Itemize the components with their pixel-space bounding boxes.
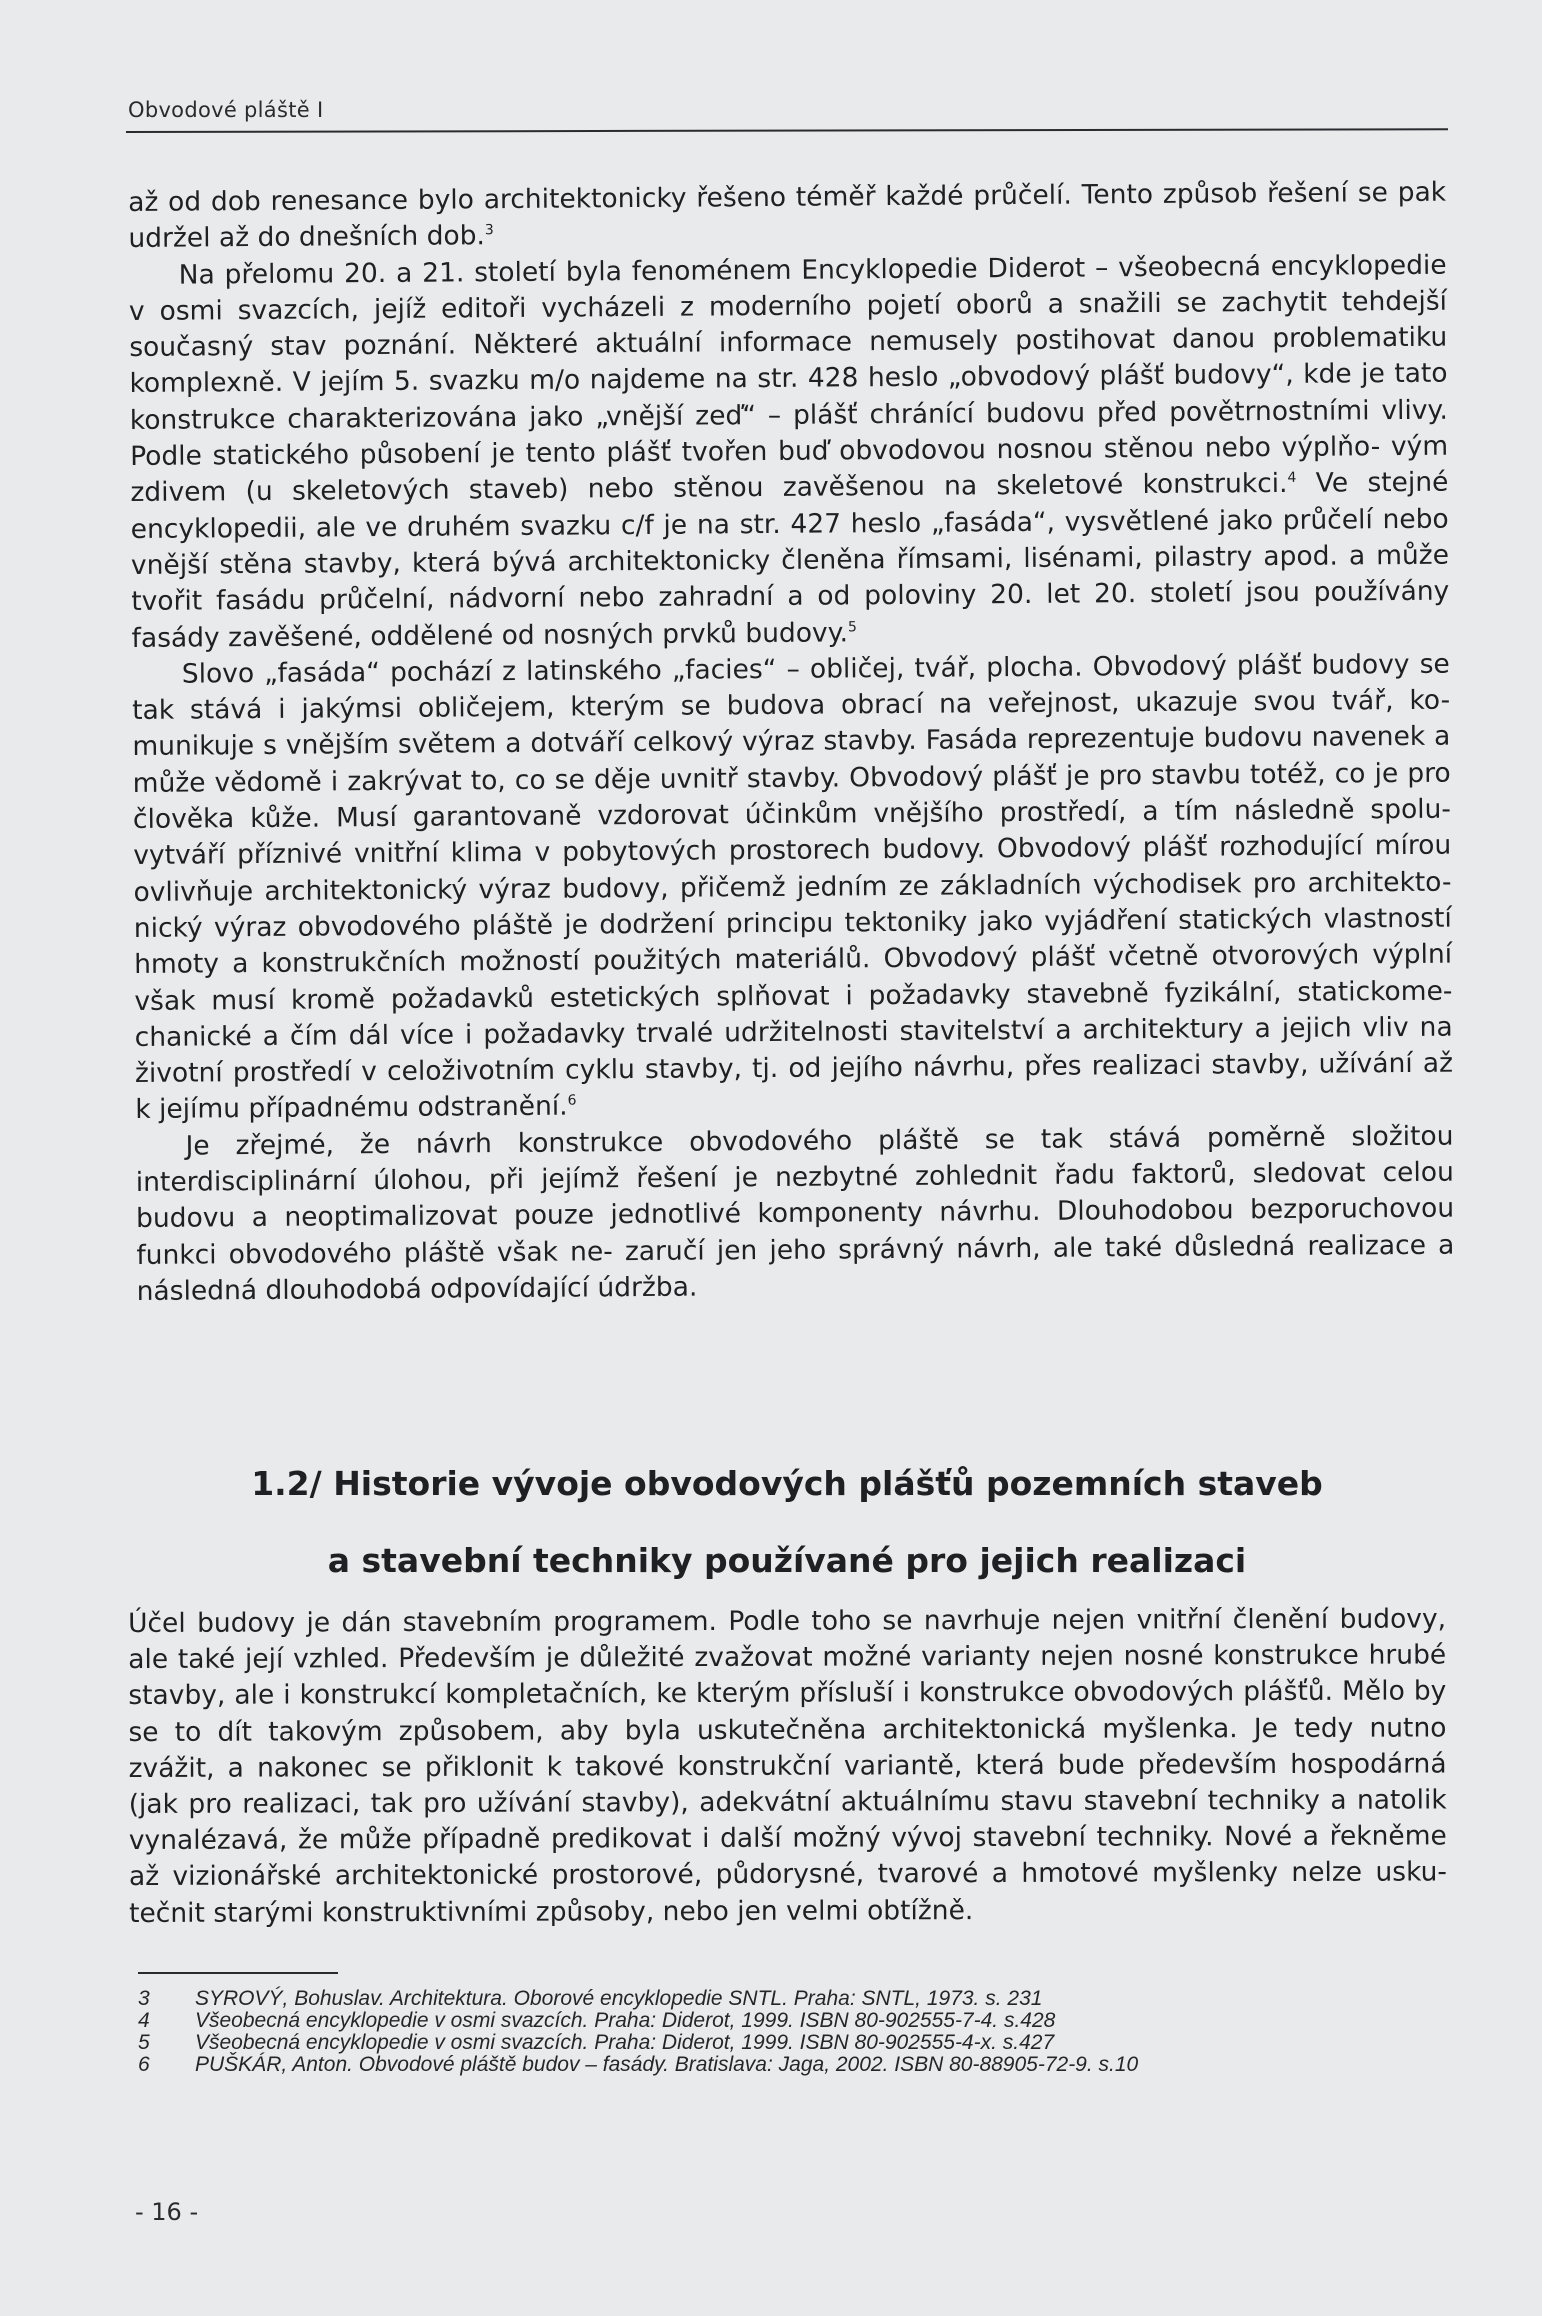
footnote-text: PUŠKÁR, Anton. Obvodové pláště budov – fasády. Bratislava: Jaga, 2002. ISBN 80-88905-72-9. s.10 (195, 2053, 1139, 2076)
footnote-text: SYROVÝ, Bohuslav. Architektura. Oborové encyklopedie SNTL. Praha: SNTL, 1973. s. 231 (195, 1987, 1043, 2010)
text-line: současný stav poznání. Některé aktuální informace nemusely postihovat danou problematiku (129, 321, 1448, 364)
text-line: (jak pro realizaci, tak pro užívání stavby), adekvátní aktuálnímu stavu stavební techniky a natolik (128, 1784, 1447, 1821)
text-line: se tak stává i jakýmsi obličejem, kterým se budova obrací na veřejnost, ukazuje svou tvář, ko- (132, 648, 1451, 727)
text-line: encyklopedii, ale ve druhém svazku c/f je na str. 427 heslo „fasáda“, vysvětlené jako průčelí nebo (130, 503, 1449, 545)
text-line: munikuje s vnějším světem a dotváří celkový výraz stavby. Fasáda reprezentuje budovu navenek (132, 721, 1426, 763)
text-line: zaručí jen jeho správný návrh, ale také důsledná realizace a následná dlouhodobá odpovídající údržba. (136, 1229, 1455, 1307)
text-line: vynalézavá, že může případně predikovat i další možný vývoj stavební techniky. Nové a řekněme (128, 1820, 1447, 1857)
footnote-number: 3 (138, 1987, 150, 2010)
footnote-5 (138, 2032, 1338, 2054)
section-heading-line-1: 1.2/ Historie vývoje obvodových plášťů pozemních staveb (251, 1464, 1323, 1503)
text-line: zvážit, a nakonec se přiklonit k takové konstrukční variantě, která bude především hospodárná (128, 1748, 1447, 1784)
text-line: vytváří příznivé vnitřní klima v pobytových prostorech budovy. Obvodový plášť rozhodující mírou (133, 829, 1452, 872)
text-line: Účel budovy je dán stavebním programem. Podle toho se navrhuje nejen vnitřní členění budovy, (128, 1603, 1447, 1639)
text-line: nický výraz obvodového pláště je dodržení principu tektoniky jako vyjádření statických vlastností (133, 902, 1452, 944)
text-line: tvořit fasádu průčelní, nádvorní nebo zahradní a od poloviny 20. let 20. století jsou používány (131, 575, 1450, 618)
footnote-4 (138, 2010, 1338, 2032)
footnote-ref[interactable]: 4 (1287, 470, 1297, 487)
text-line: stavby, ale i konstrukcí kompletačních, ke kterým přísluší i konstrukce obvodových plášťů. Mělo (128, 1675, 1405, 1712)
body-text (128, 175, 1455, 1311)
footnote-6 (138, 2054, 1338, 2076)
text-line: k jejímu případnému odstranění. (135, 1090, 568, 1126)
paragraph-2 (129, 247, 1450, 657)
footnote-3 (138, 1988, 1338, 2010)
text-line: úlohou, při jejímž řešení je nezbytné zohlednit řadu faktorů, sledovat celou budovu a neoptimalizovat (135, 1156, 1454, 1235)
footnote-rule (138, 1972, 338, 1974)
section-heading (128, 1445, 1446, 1599)
text-line: tečnit starými konstruktivními způsoby, nebo jen velmi obtížně. (129, 1894, 974, 1929)
text-line: ale také její vzhled. Především je důležité zvažovat možné varianty nejen nosné konstrukce hrubé (128, 1639, 1447, 1676)
text-line: Slovo „fasáda“ pochází z latinského „facies“ – obličej, tvář, plocha. Obvodový plášť budovy (181, 648, 1410, 690)
text-line: až od dob renesance bylo architektonicky řešeno téměř každé průčelí. Tento způsob řešení (128, 177, 1349, 218)
text-line: fasády zavěšené, oddělené od nosných prvků budovy. (131, 616, 849, 654)
text-line: vým zdivem (u skeletových staveb) nebo stěnou zavěšenou na skeletové konstrukci. (130, 430, 1449, 509)
text-line: by se to dít takovým způsobem, aby byla uskutečněna architektonická myšlenka. Je tedy nutno (128, 1675, 1447, 1748)
text-line: chanické a čím dál více i požadavky trvalé udržitelnosti stavitelství a architektury a jejich vliv na (134, 1011, 1453, 1053)
paragraph-5 (128, 1601, 1447, 1931)
text-line: vnější stěna stavby, která bývá architektonicky členěna římsami, lisénami, pilastry apod. a může (130, 539, 1450, 581)
paragraph-4 (135, 1118, 1454, 1310)
text-line: a může vědomě i zakrývat to, co se děje uvnitř stavby. Obvodový plášť je pro stavbu totéž, co je (132, 721, 1451, 799)
running-head: Obvodové pláště I (128, 98, 324, 122)
text-line: Ve stejné (1296, 467, 1449, 500)
text-line: však musí kromě požadavků estetických splňovat i požadavky stavebně fyzikální, statickome- (134, 975, 1453, 1017)
footnote-ref[interactable]: 3 (484, 222, 494, 239)
footnote-ref[interactable]: 5 (847, 618, 857, 635)
footnote-text: Všeobecná encyklopedie v osmi svazcích. Praha: Diderot, 1999. ISBN 80-902555-4-x. s.427 (195, 2031, 1055, 2054)
footnote-number: 5 (138, 2031, 150, 2054)
paragraph-3 (132, 646, 1454, 1128)
text-line: až vizionářské architektonické prostorové, půdorysné, tvarové a hmotové myšlenky nelze usku- (128, 1856, 1447, 1893)
text-line: Podle statického působení je tento plášť tvořen buď obvodovou nosnou stěnou nebo výplňo- (130, 431, 1381, 473)
section-intro (128, 1601, 1447, 1931)
text-line: v osmi svazcích, jejíž editoři vycházeli z moderního pojetí oborů a snažili se zachytit tehdejší (128, 285, 1448, 327)
text-line: pouze jednotlivé komponenty návrhu. Dlouhodobou bezporuchovou funkci obvodového pláště však ne- (136, 1192, 1455, 1271)
text-line: Na přelomu 20. a 21. století byla fenoménem Encyklopedie Diderot – všeobecná encyklopedie (178, 249, 1447, 291)
footnote-number: 4 (138, 2009, 150, 2032)
header-rule (126, 128, 1448, 133)
footnotes (138, 1988, 1338, 2076)
text-line: konstrukce charakterizována jako „vnější zeď“ – plášť chránící budovu před povětrnostními vlivy. (129, 394, 1448, 436)
page-number: - 16 - (135, 2198, 199, 2226)
text-line: hmoty a konstrukčních možností použitých materiálů. Obvodový plášť včetně otvorových výplní (134, 938, 1453, 981)
text-line: se pak udržel až do dnešních dob. (128, 176, 1447, 255)
text-line: ovlivňuje architektonický výraz budovy, přičemž jedním ze základních východisek pro architekto- (133, 866, 1452, 908)
text-line: životní prostředí v celoživotním cyklu stavby, tj. od jejího návrhu, přes realizaci stavby, užívání až (134, 1047, 1454, 1090)
section-heading-line-2: a stavební techniky používané pro jejich realizaci (327, 1541, 1247, 1580)
footnote-ref[interactable]: 6 (567, 1092, 577, 1109)
footnote-text: Všeobecná encyklopedie v osmi svazcích. Praha: Diderot, 1999. ISBN 80-902555-7-4. s.428 (195, 2009, 1056, 2032)
text-line: komplexně. V jejím 5. svazku m/o najdeme na str. 428 heslo „obvodový plášť budovy“, kde je tato (129, 358, 1448, 400)
footnote-number: 6 (138, 2053, 150, 2076)
paragraph-1 (128, 175, 1447, 258)
text-line: pro člověka kůže. Musí garantovaně vzdorovat účinkům vnějšího prostředí, a tím následně spolu- (132, 757, 1452, 836)
text-line: Je zřejmé, že návrh konstrukce obvodového pláště se tak stává poměrně složitou interdisciplinární (135, 1120, 1454, 1198)
